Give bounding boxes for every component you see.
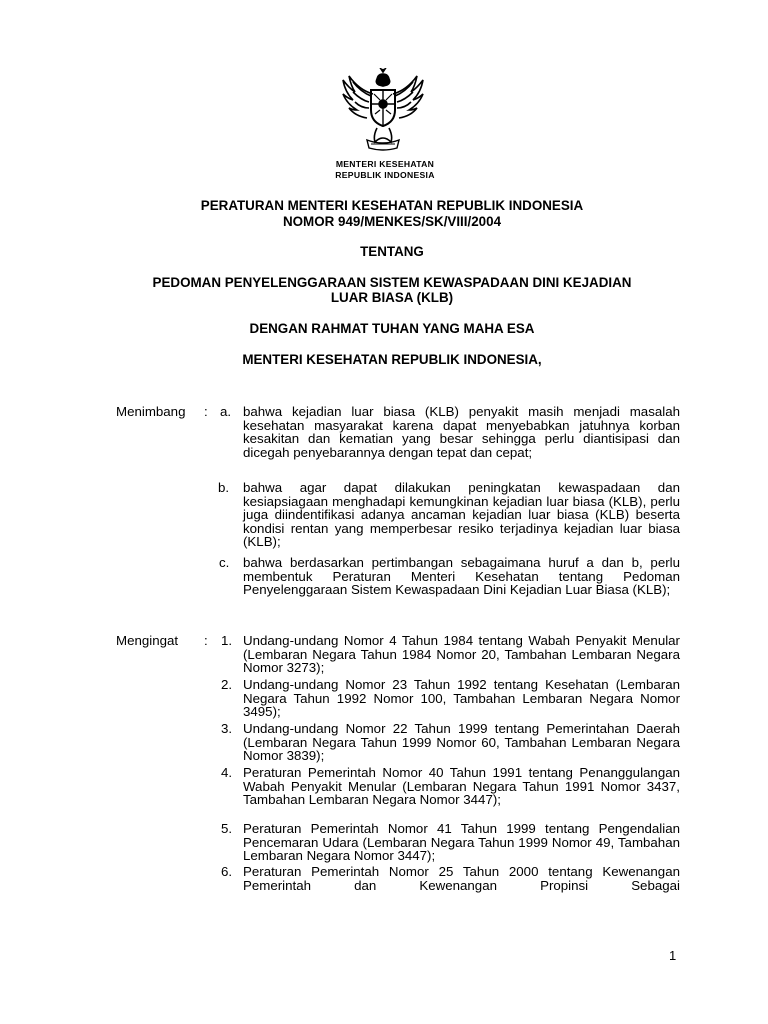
mengingat-marker-5: 5. bbox=[221, 821, 233, 836]
mengingat-marker-6: 6. bbox=[221, 864, 233, 879]
page-number: 1 bbox=[669, 948, 677, 963]
mengingat-marker-2: 2. bbox=[221, 677, 233, 692]
regulation-title: PERATURAN MENTERI KESEHATAN REPUBLIK INDONESIA bbox=[200, 198, 584, 213]
subject-line1: PEDOMAN PENYELENGGARAAN SISTEM KEWASPADAAN DINI KEJADIAN bbox=[152, 275, 632, 290]
blessing-line: DENGAN RAHMAT TUHAN YANG MAHA ESA bbox=[249, 321, 535, 336]
menimbang-marker-b: b. bbox=[218, 480, 230, 495]
menimbang-item-b: bahwa agar dapat dilakukan peningkatan kewaspadaan dan kesiapsiagaan menghadapi kemungkinan kejadian luar biasa (KLB), perlu juga diindentifikasi adanya ancaman kejadian luar biasa (KLB) beserta kondisi rentan yang memperbesar resiko terjadinya kejadian luar biasa (KLB); bbox=[243, 480, 680, 550]
garuda-emblem-icon bbox=[333, 68, 433, 156]
menimbang-item-a: bahwa kejadian luar biasa (KLB) penyakit masih menjadi masalah kesehatan masyarakat karena dapat menyebabkan jatuhnya korban kesakitan dan kematian yang besar sehingga perlu diantisipasi dan dicegah penyebarannya dengan tepat dan cepat; bbox=[243, 404, 680, 460]
ministry-name-line1: MENTERI KESEHATAN bbox=[335, 159, 435, 169]
ministry-name-line2: REPUBLIK INDONESIA bbox=[335, 170, 435, 180]
mengingat-item-5: Peraturan Pemerintah Nomor 41 Tahun 1999 tentang Pengendalian Pencemaran Udara (Lembaran Negara Tahun 1999 Nomor 49, Tambahan Lembaran Negara Nomor 3447); bbox=[243, 821, 680, 864]
minister-line: MENTERI KESEHATAN REPUBLIK INDONESIA, bbox=[242, 352, 542, 367]
tentang-heading: TENTANG bbox=[360, 244, 424, 259]
mengingat-item-6: Peraturan Pemerintah Nomor 25 Tahun 2000 tentang Kewenangan Pemerintah dan Kewenangan Propinsi Sebagai bbox=[243, 864, 680, 893]
mengingat-item-3: Undang-undang Nomor 22 Tahun 1999 tentang Pemerintahan Daerah (Lembaran Negara Tahun 1999 Nomor 60, Tambahan Lembaran Negara Nomor 3839); bbox=[243, 721, 680, 764]
menimbang-marker-c: c. bbox=[219, 555, 230, 570]
menimbang-colon: : bbox=[204, 404, 208, 419]
mengingat-marker-3: 3. bbox=[221, 721, 233, 736]
menimbang-label: Menimbang bbox=[116, 404, 186, 419]
regulation-number: NOMOR 949/MENKES/SK/VIII/2004 bbox=[282, 214, 502, 229]
mengingat-marker-4: 4. bbox=[221, 765, 233, 780]
mengingat-item-2: Undang-undang Nomor 23 Tahun 1992 tentang Kesehatan (Lembaran Negara Tahun 1992 Nomor 100, Tambahan Lembaran Negara Nomor 3495); bbox=[243, 677, 680, 720]
menimbang-item-c: bahwa berdasarkan pertimbangan sebagaimana huruf a dan b, perlu membentuk Peraturan Menteri Kesehatan tentang Pedoman Penyelenggaraan Sistem Kewaspadaan Dini Kejadian Luar Biasa (KLB); bbox=[243, 555, 680, 598]
menimbang-marker-a: a. bbox=[220, 404, 232, 419]
mengingat-item-4: Peraturan Pemerintah Nomor 40 Tahun 1991 tentang Penanggulangan Wabah Penyakit Menular (Lembaran Negara Tahun 1991 Nomor 3437, Tambahan Lembaran Negara Nomor 3447); bbox=[243, 765, 680, 808]
mengingat-item-1: Undang-undang Nomor 4 Tahun 1984 tentang Wabah Penyakit Menular (Lembaran Negara Tahun 1984 Nomor 20, Tambahan Lembaran Negara Nomor 3273); bbox=[243, 633, 680, 676]
mengingat-label: Mengingat bbox=[116, 633, 179, 648]
mengingat-marker-1: 1. bbox=[221, 633, 233, 648]
mengingat-colon: : bbox=[204, 633, 208, 648]
subject-line2: LUAR BIASA (KLB) bbox=[330, 290, 454, 305]
